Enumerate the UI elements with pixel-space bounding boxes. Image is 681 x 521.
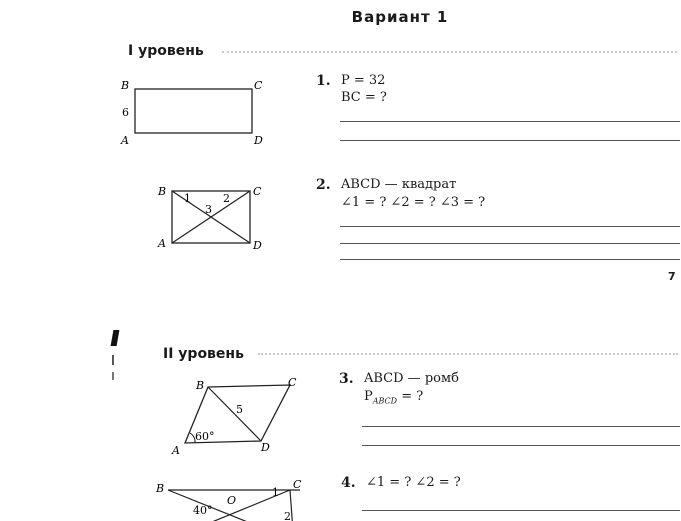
diagonal-bd [208,387,261,441]
task3-answer-line-1[interactable] [362,426,680,427]
vertex-d-label: D [261,441,270,454]
level-2-dotted-rule [258,353,678,355]
task3-line1: ABCD — ромб [364,371,459,386]
vertex-b-label: B [158,185,167,198]
angle-2-label: 2 [284,510,291,521]
level-2-heading: II уровень [163,346,244,362]
vertex-c-label: C [254,79,263,92]
task1-answer-line-2[interactable] [340,140,680,141]
vertex-a-label: A [158,237,166,250]
task3-number: 3. [339,371,354,387]
scan-artifact-dash-1 [112,355,114,365]
vertex-d-label: D [253,239,262,252]
angle-3-label: 3 [205,203,212,216]
task2-answer-line-3[interactable] [340,259,680,260]
variant-title: Вариант 1 [351,8,449,26]
angle-2-label: 2 [223,192,230,205]
angle-value-label: 40° [193,504,213,517]
task2-answer-line-2[interactable] [340,243,680,244]
scan-artifact-dash-2 [112,372,114,380]
angle-value-label: 60° [195,430,215,443]
task2-line1: ABCD — квадрат [341,177,457,192]
side-length-label: 6 [122,106,129,119]
vertex-c-label: C [253,185,262,198]
task1-line1: P = 32 [341,73,386,88]
vertex-b-label: B [196,379,205,392]
diagonal-length-label: 5 [236,403,243,416]
task4-line1: ∠1 = ? ∠2 = ? [366,475,461,490]
vertex-b-label: B [156,482,165,495]
diagonal-1 [168,490,270,521]
task2-answer-line-1[interactable] [340,226,680,227]
angle-1-label: 1 [272,486,279,499]
perimeter-subscript: ABCD [372,396,398,406]
task3-rhombus-figure [168,375,303,460]
scan-artifact-mark [111,330,120,346]
perimeter-symbol: P [364,389,373,404]
vertex-c-label: C [293,478,302,491]
task2-line2: ∠1 = ? ∠2 = ? ∠3 = ? [341,195,486,210]
point-o-label: O [227,494,237,507]
level-1-dotted-rule [222,51,677,53]
perimeter-equals: = ? [401,389,424,404]
vertex-a-label: A [121,134,129,147]
task1-answer-line-1[interactable] [340,121,680,122]
rectangle-shape [135,89,252,133]
task3-answer-line-2[interactable] [362,445,680,446]
level-1-heading: I уровень [128,43,204,59]
task1-number: 1. [316,73,331,89]
vertex-a-label: A [172,444,180,457]
task1-line2: BC = ? [341,90,387,105]
vertex-d-label: D [254,134,263,147]
vertex-c-label: C [288,376,297,389]
task2-number: 2. [316,177,331,193]
vertex-b-label: B [121,79,130,92]
task1-rectangle-figure [115,75,275,147]
task4-number: 4. [341,475,356,491]
page-number: 7 [668,270,676,283]
angle-1-label: 1 [184,192,191,205]
task3-line2 [364,389,423,410]
task4-answer-line-1[interactable] [362,510,680,511]
task4-figure [150,476,310,521]
task2-square-figure [150,183,275,255]
